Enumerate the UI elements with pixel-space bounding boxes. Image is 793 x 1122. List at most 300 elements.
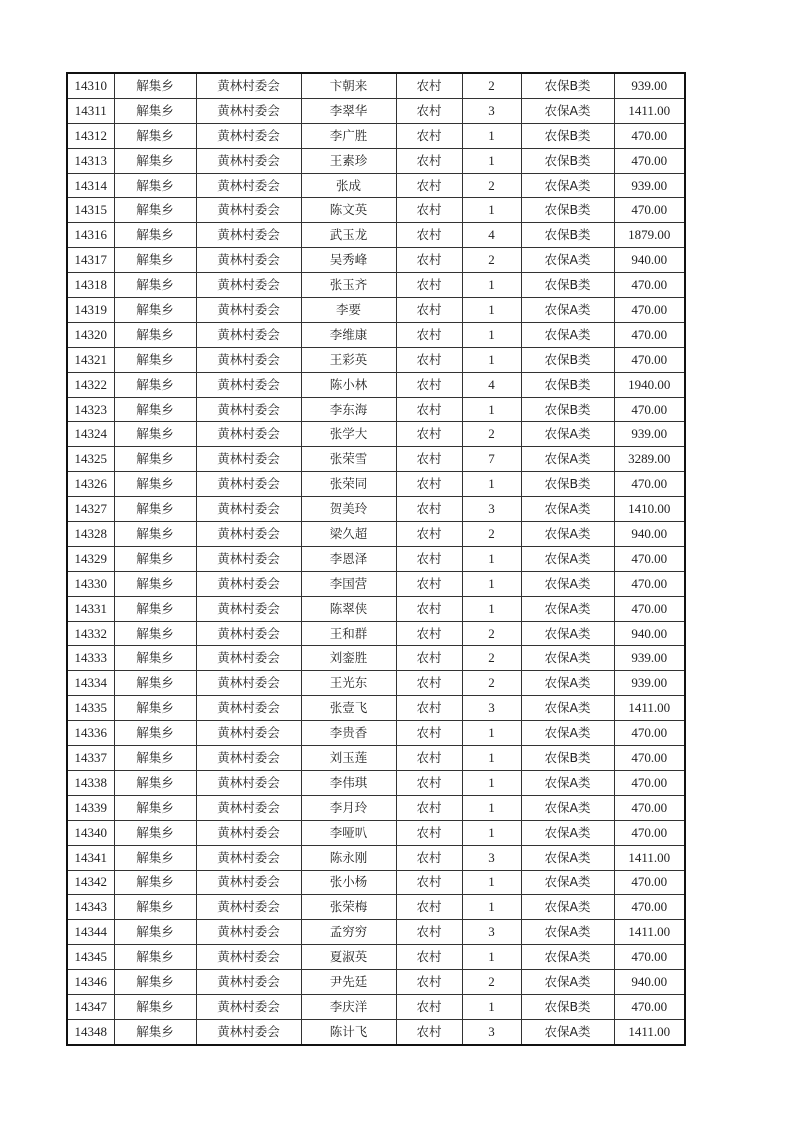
amount-cell: 470.00 [614, 148, 685, 173]
amount-cell: 470.00 [614, 596, 685, 621]
table-row [67, 596, 685, 621]
village-committee-cell: 黄林村委会 [196, 223, 301, 248]
village-committee-cell: 黄林村委会 [196, 148, 301, 173]
record-id-cell: 14342 [67, 870, 114, 895]
record-id-cell: 14327 [67, 497, 114, 522]
insurance-category-cell: 农保A类 [521, 970, 614, 995]
person-name-cell: 贺美玲 [301, 497, 396, 522]
table-row [67, 770, 685, 795]
village-committee-cell: 黄林村委会 [196, 721, 301, 746]
household-count-cell: 1 [462, 721, 521, 746]
amount-cell: 1879.00 [614, 223, 685, 248]
person-name-cell: 张壹飞 [301, 696, 396, 721]
table-row [67, 298, 685, 323]
household-count-cell: 4 [462, 372, 521, 397]
insurance-category-cell: 农保B类 [521, 123, 614, 148]
area-type-cell: 农村 [396, 746, 462, 771]
household-count-cell: 1 [462, 198, 521, 223]
area-type-cell: 农村 [396, 223, 462, 248]
insurance-category-cell: 农保A类 [521, 621, 614, 646]
person-name-cell: 王彩英 [301, 347, 396, 372]
area-type-cell: 农村 [396, 945, 462, 970]
amount-cell: 470.00 [614, 546, 685, 571]
township-cell: 解集乡 [114, 397, 196, 422]
village-committee-cell: 黄林村委会 [196, 422, 301, 447]
table-body [67, 73, 685, 1045]
insurance-category-cell: 农保B类 [521, 347, 614, 372]
table-row [67, 397, 685, 422]
table-row [67, 497, 685, 522]
township-cell: 解集乡 [114, 994, 196, 1019]
insurance-category-cell: 农保B类 [521, 472, 614, 497]
area-type-cell: 农村 [396, 895, 462, 920]
area-type-cell: 农村 [396, 696, 462, 721]
record-id-cell: 14315 [67, 198, 114, 223]
village-committee-cell: 黄林村委会 [196, 522, 301, 547]
table-row [67, 646, 685, 671]
household-count-cell: 1 [462, 870, 521, 895]
township-cell: 解集乡 [114, 123, 196, 148]
village-committee-cell: 黄林村委会 [196, 945, 301, 970]
amount-cell: 940.00 [614, 621, 685, 646]
table-row [67, 795, 685, 820]
record-id-cell: 14319 [67, 298, 114, 323]
household-count-cell: 3 [462, 98, 521, 123]
amount-cell: 470.00 [614, 994, 685, 1019]
amount-cell: 1411.00 [614, 1019, 685, 1044]
area-type-cell: 农村 [396, 322, 462, 347]
household-count-cell: 1 [462, 795, 521, 820]
record-id-cell: 14310 [67, 73, 114, 98]
area-type-cell: 农村 [396, 372, 462, 397]
area-type-cell: 农村 [396, 795, 462, 820]
area-type-cell: 农村 [396, 397, 462, 422]
household-count-cell: 1 [462, 472, 521, 497]
insurance-category-cell: 农保A类 [521, 422, 614, 447]
record-id-cell: 14311 [67, 98, 114, 123]
household-count-cell: 1 [462, 994, 521, 1019]
record-id-cell: 14322 [67, 372, 114, 397]
person-name-cell: 李广胜 [301, 123, 396, 148]
amount-cell: 940.00 [614, 248, 685, 273]
amount-cell: 470.00 [614, 945, 685, 970]
village-committee-cell: 黄林村委会 [196, 820, 301, 845]
person-name-cell: 李国营 [301, 571, 396, 596]
household-count-cell: 2 [462, 73, 521, 98]
amount-cell: 470.00 [614, 347, 685, 372]
township-cell: 解集乡 [114, 98, 196, 123]
amount-cell: 470.00 [614, 895, 685, 920]
table-row [67, 248, 685, 273]
record-id-cell: 14329 [67, 546, 114, 571]
benefit-table [66, 72, 686, 1046]
amount-cell: 1411.00 [614, 920, 685, 945]
insurance-category-cell: 农保B类 [521, 198, 614, 223]
person-name-cell: 武玉龙 [301, 223, 396, 248]
village-committee-cell: 黄林村委会 [196, 372, 301, 397]
person-name-cell: 陈文英 [301, 198, 396, 223]
household-count-cell: 3 [462, 1019, 521, 1044]
household-count-cell: 2 [462, 970, 521, 995]
insurance-category-cell: 农保A类 [521, 98, 614, 123]
amount-cell: 940.00 [614, 522, 685, 547]
record-id-cell: 14324 [67, 422, 114, 447]
amount-cell: 1411.00 [614, 696, 685, 721]
village-committee-cell: 黄林村委会 [196, 696, 301, 721]
township-cell: 解集乡 [114, 596, 196, 621]
insurance-category-cell: 农保B类 [521, 148, 614, 173]
township-cell: 解集乡 [114, 347, 196, 372]
township-cell: 解集乡 [114, 770, 196, 795]
table-row [67, 970, 685, 995]
village-committee-cell: 黄林村委会 [196, 621, 301, 646]
insurance-category-cell: 农保A类 [521, 173, 614, 198]
village-committee-cell: 黄林村委会 [196, 98, 301, 123]
household-count-cell: 3 [462, 845, 521, 870]
household-count-cell: 2 [462, 621, 521, 646]
area-type-cell: 农村 [396, 98, 462, 123]
table-row [67, 123, 685, 148]
amount-cell: 470.00 [614, 770, 685, 795]
table-row [67, 696, 685, 721]
township-cell: 解集乡 [114, 422, 196, 447]
village-committee-cell: 黄林村委会 [196, 671, 301, 696]
insurance-category-cell: 农保B类 [521, 223, 614, 248]
household-count-cell: 3 [462, 696, 521, 721]
township-cell: 解集乡 [114, 447, 196, 472]
insurance-category-cell: 农保A类 [521, 1019, 614, 1044]
township-cell: 解集乡 [114, 746, 196, 771]
amount-cell: 470.00 [614, 322, 685, 347]
area-type-cell: 农村 [396, 422, 462, 447]
person-name-cell: 刘玉莲 [301, 746, 396, 771]
person-name-cell: 张成 [301, 173, 396, 198]
household-count-cell: 1 [462, 770, 521, 795]
area-type-cell: 农村 [396, 845, 462, 870]
record-id-cell: 14312 [67, 123, 114, 148]
township-cell: 解集乡 [114, 173, 196, 198]
record-id-cell: 14325 [67, 447, 114, 472]
household-count-cell: 3 [462, 497, 521, 522]
amount-cell: 470.00 [614, 273, 685, 298]
area-type-cell: 农村 [396, 571, 462, 596]
person-name-cell: 张荣同 [301, 472, 396, 497]
village-committee-cell: 黄林村委会 [196, 397, 301, 422]
village-committee-cell: 黄林村委会 [196, 571, 301, 596]
amount-cell: 1410.00 [614, 497, 685, 522]
village-committee-cell: 黄林村委会 [196, 73, 301, 98]
insurance-category-cell: 农保A类 [521, 522, 614, 547]
amount-cell: 1940.00 [614, 372, 685, 397]
insurance-category-cell: 农保A类 [521, 920, 614, 945]
village-committee-cell: 黄林村委会 [196, 895, 301, 920]
township-cell: 解集乡 [114, 671, 196, 696]
insurance-category-cell: 农保A类 [521, 248, 614, 273]
amount-cell: 470.00 [614, 820, 685, 845]
village-committee-cell: 黄林村委会 [196, 1019, 301, 1044]
table-row [67, 198, 685, 223]
table-row [67, 546, 685, 571]
record-id-cell: 14317 [67, 248, 114, 273]
table-row [67, 173, 685, 198]
amount-cell: 470.00 [614, 795, 685, 820]
record-id-cell: 14321 [67, 347, 114, 372]
amount-cell: 470.00 [614, 472, 685, 497]
household-count-cell: 2 [462, 422, 521, 447]
insurance-category-cell: 农保A类 [521, 671, 614, 696]
household-count-cell: 2 [462, 671, 521, 696]
area-type-cell: 农村 [396, 646, 462, 671]
area-type-cell: 农村 [396, 447, 462, 472]
village-committee-cell: 黄林村委会 [196, 746, 301, 771]
record-id-cell: 14338 [67, 770, 114, 795]
village-committee-cell: 黄林村委会 [196, 173, 301, 198]
person-name-cell: 陈计飞 [301, 1019, 396, 1044]
area-type-cell: 农村 [396, 123, 462, 148]
table-row [67, 273, 685, 298]
village-committee-cell: 黄林村委会 [196, 646, 301, 671]
table-row [67, 870, 685, 895]
area-type-cell: 农村 [396, 347, 462, 372]
record-id-cell: 14323 [67, 397, 114, 422]
area-type-cell: 农村 [396, 770, 462, 795]
person-name-cell: 李伟琪 [301, 770, 396, 795]
person-name-cell: 王和群 [301, 621, 396, 646]
area-type-cell: 农村 [396, 820, 462, 845]
village-committee-cell: 黄林村委会 [196, 870, 301, 895]
township-cell: 解集乡 [114, 546, 196, 571]
table-row [67, 820, 685, 845]
area-type-cell: 农村 [396, 994, 462, 1019]
insurance-category-cell: 农保A类 [521, 895, 614, 920]
area-type-cell: 农村 [396, 596, 462, 621]
person-name-cell: 李维康 [301, 322, 396, 347]
household-count-cell: 2 [462, 248, 521, 273]
person-name-cell: 李要 [301, 298, 396, 323]
area-type-cell: 农村 [396, 870, 462, 895]
area-type-cell: 农村 [396, 497, 462, 522]
insurance-category-cell: 农保A类 [521, 795, 614, 820]
record-id-cell: 14346 [67, 970, 114, 995]
table-row [67, 472, 685, 497]
person-name-cell: 王光东 [301, 671, 396, 696]
person-name-cell: 李东海 [301, 397, 396, 422]
village-committee-cell: 黄林村委会 [196, 322, 301, 347]
person-name-cell: 孟穷穷 [301, 920, 396, 945]
record-id-cell: 14347 [67, 994, 114, 1019]
area-type-cell: 农村 [396, 148, 462, 173]
area-type-cell: 农村 [396, 198, 462, 223]
township-cell: 解集乡 [114, 198, 196, 223]
table-row [67, 945, 685, 970]
person-name-cell: 吴秀峰 [301, 248, 396, 273]
record-id-cell: 14344 [67, 920, 114, 945]
area-type-cell: 农村 [396, 671, 462, 696]
record-id-cell: 14343 [67, 895, 114, 920]
village-committee-cell: 黄林村委会 [196, 198, 301, 223]
township-cell: 解集乡 [114, 248, 196, 273]
insurance-category-cell: 农保A类 [521, 322, 614, 347]
village-committee-cell: 黄林村委会 [196, 770, 301, 795]
village-committee-cell: 黄林村委会 [196, 596, 301, 621]
record-id-cell: 14320 [67, 322, 114, 347]
table-row [67, 621, 685, 646]
table-row [67, 148, 685, 173]
record-id-cell: 14333 [67, 646, 114, 671]
table-row [67, 522, 685, 547]
insurance-category-cell: 农保A类 [521, 298, 614, 323]
person-name-cell: 陈小林 [301, 372, 396, 397]
person-name-cell: 张荣雪 [301, 447, 396, 472]
area-type-cell: 农村 [396, 522, 462, 547]
record-id-cell: 14340 [67, 820, 114, 845]
record-id-cell: 14337 [67, 746, 114, 771]
village-committee-cell: 黄林村委会 [196, 298, 301, 323]
insurance-category-cell: 农保A类 [521, 646, 614, 671]
table-row [67, 571, 685, 596]
table-row [67, 422, 685, 447]
amount-cell: 939.00 [614, 422, 685, 447]
table-row [67, 372, 685, 397]
person-name-cell: 张玉齐 [301, 273, 396, 298]
record-id-cell: 14332 [67, 621, 114, 646]
insurance-category-cell: 农保B类 [521, 746, 614, 771]
record-id-cell: 14334 [67, 671, 114, 696]
record-id-cell: 14331 [67, 596, 114, 621]
area-type-cell: 农村 [396, 920, 462, 945]
township-cell: 解集乡 [114, 970, 196, 995]
amount-cell: 470.00 [614, 123, 685, 148]
person-name-cell: 张荣梅 [301, 895, 396, 920]
insurance-category-cell: 农保A类 [521, 497, 614, 522]
record-id-cell: 14314 [67, 173, 114, 198]
record-id-cell: 14336 [67, 721, 114, 746]
person-name-cell: 尹先廷 [301, 970, 396, 995]
household-count-cell: 1 [462, 273, 521, 298]
record-id-cell: 14341 [67, 845, 114, 870]
table-row [67, 98, 685, 123]
person-name-cell: 李哑叭 [301, 820, 396, 845]
insurance-category-cell: 农保A类 [521, 820, 614, 845]
household-count-cell: 1 [462, 322, 521, 347]
township-cell: 解集乡 [114, 920, 196, 945]
insurance-category-cell: 农保A类 [521, 721, 614, 746]
area-type-cell: 农村 [396, 472, 462, 497]
amount-cell: 470.00 [614, 571, 685, 596]
area-type-cell: 农村 [396, 298, 462, 323]
township-cell: 解集乡 [114, 721, 196, 746]
table-row [67, 223, 685, 248]
insurance-category-cell: 农保A类 [521, 870, 614, 895]
area-type-cell: 农村 [396, 73, 462, 98]
village-committee-cell: 黄林村委会 [196, 447, 301, 472]
village-committee-cell: 黄林村委会 [196, 994, 301, 1019]
person-name-cell: 梁久超 [301, 522, 396, 547]
household-count-cell: 1 [462, 746, 521, 771]
insurance-category-cell: 农保A类 [521, 696, 614, 721]
household-count-cell: 1 [462, 347, 521, 372]
township-cell: 解集乡 [114, 472, 196, 497]
township-cell: 解集乡 [114, 497, 196, 522]
village-committee-cell: 黄林村委会 [196, 920, 301, 945]
person-name-cell: 张小杨 [301, 870, 396, 895]
person-name-cell: 李贵香 [301, 721, 396, 746]
person-name-cell: 李翠华 [301, 98, 396, 123]
household-count-cell: 1 [462, 596, 521, 621]
area-type-cell: 农村 [396, 273, 462, 298]
township-cell: 解集乡 [114, 895, 196, 920]
insurance-category-cell: 农保A类 [521, 546, 614, 571]
person-name-cell: 陈翠侠 [301, 596, 396, 621]
area-type-cell: 农村 [396, 721, 462, 746]
amount-cell: 470.00 [614, 721, 685, 746]
amount-cell: 939.00 [614, 671, 685, 696]
township-cell: 解集乡 [114, 646, 196, 671]
amount-cell: 470.00 [614, 397, 685, 422]
person-name-cell: 张学大 [301, 422, 396, 447]
amount-cell: 939.00 [614, 646, 685, 671]
record-id-cell: 14318 [67, 273, 114, 298]
insurance-category-cell: 农保A类 [521, 945, 614, 970]
area-type-cell: 农村 [396, 621, 462, 646]
household-count-cell: 1 [462, 820, 521, 845]
amount-cell: 470.00 [614, 298, 685, 323]
insurance-category-cell: 农保B类 [521, 372, 614, 397]
township-cell: 解集乡 [114, 322, 196, 347]
household-count-cell: 2 [462, 646, 521, 671]
township-cell: 解集乡 [114, 273, 196, 298]
village-committee-cell: 黄林村委会 [196, 248, 301, 273]
township-cell: 解集乡 [114, 571, 196, 596]
area-type-cell: 农村 [396, 173, 462, 198]
township-cell: 解集乡 [114, 795, 196, 820]
township-cell: 解集乡 [114, 870, 196, 895]
table-row [67, 1019, 685, 1044]
table-row [67, 347, 685, 372]
township-cell: 解集乡 [114, 945, 196, 970]
person-name-cell: 王素珍 [301, 148, 396, 173]
table-row [67, 721, 685, 746]
table-row [67, 845, 685, 870]
amount-cell: 3289.00 [614, 447, 685, 472]
area-type-cell: 农村 [396, 546, 462, 571]
household-count-cell: 1 [462, 571, 521, 596]
amount-cell: 470.00 [614, 746, 685, 771]
amount-cell: 939.00 [614, 173, 685, 198]
table-row [67, 994, 685, 1019]
insurance-category-cell: 农保A类 [521, 770, 614, 795]
person-name-cell: 陈永刚 [301, 845, 396, 870]
village-committee-cell: 黄林村委会 [196, 845, 301, 870]
household-count-cell: 1 [462, 397, 521, 422]
table-row [67, 322, 685, 347]
table-row [67, 73, 685, 98]
insurance-category-cell: 农保B类 [521, 994, 614, 1019]
person-name-cell: 李月玲 [301, 795, 396, 820]
household-count-cell: 2 [462, 522, 521, 547]
amount-cell: 470.00 [614, 870, 685, 895]
record-id-cell: 14326 [67, 472, 114, 497]
amount-cell: 1411.00 [614, 845, 685, 870]
household-count-cell: 1 [462, 945, 521, 970]
amount-cell: 1411.00 [614, 98, 685, 123]
township-cell: 解集乡 [114, 845, 196, 870]
township-cell: 解集乡 [114, 522, 196, 547]
village-committee-cell: 黄林村委会 [196, 123, 301, 148]
amount-cell: 939.00 [614, 73, 685, 98]
person-name-cell: 李恩泽 [301, 546, 396, 571]
table-row [67, 746, 685, 771]
